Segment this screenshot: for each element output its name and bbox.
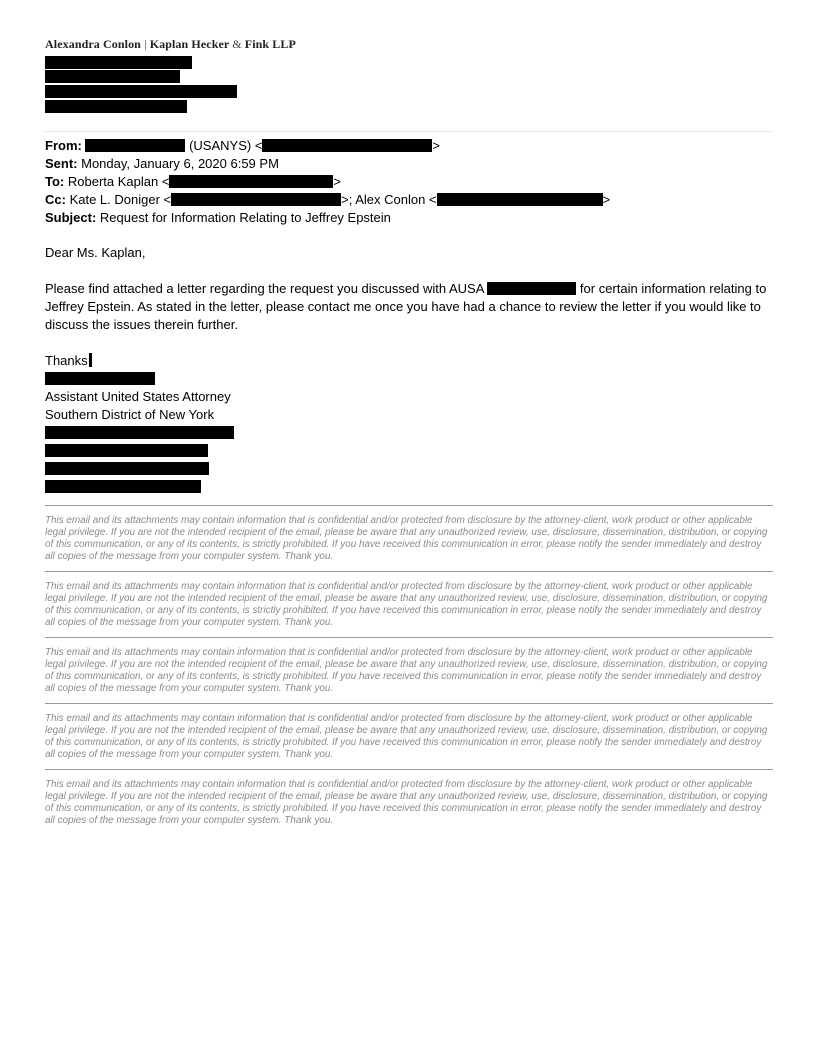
disclaimer-text: This email and its attachments may contain information that is confidential and/or protected from disclosure by the attorney-client, work product or other applicable legal privilege. If you are not the intended recipient of the email, please be aware that any unauthorized review, use, disclosure, dissemination, distribution, or copying of this communication, or any of its contents, is strictly prohibited. If you have received this communication in error, please notify the sender immediately and destroy all copies of the message from your computer system. Thank you. xyxy=(45,647,768,694)
disclaimer-divider xyxy=(45,769,773,770)
redaction-bar xyxy=(45,480,201,493)
redaction-bar xyxy=(45,444,208,457)
redaction-bar xyxy=(45,100,187,113)
to-line xyxy=(45,173,610,191)
disclaimer-divider xyxy=(45,703,773,704)
sent-value: Monday, January 6, 2020 6:59 PM xyxy=(81,156,279,171)
firm-name: Kaplan Hecker xyxy=(149,37,230,51)
sender-name: Alexandra Conlon xyxy=(45,37,141,51)
signature-district: Southern District of New York xyxy=(45,407,215,422)
sent-label: Sent: xyxy=(45,156,78,171)
firm-ampersand: & xyxy=(232,37,242,51)
redaction-bar xyxy=(45,462,209,475)
from-label: From: xyxy=(45,138,82,153)
disclaimer-text: This email and its attachments may contain information that is confidential and/or protected from disclosure by the attorney-client, work product or other applicable legal privilege. If you are not the intended recipient of the email, please be aware that any unauthorized review, use, disclosure, dissemination, distribution, or copying of this communication, or any of its contents, is strictly prohibited. If you have received this communication in error, please notify the sender immediately and destroy all copies of the message from your computer system. Thank you. xyxy=(45,713,768,760)
redaction-bar xyxy=(487,282,576,295)
redaction-bar xyxy=(171,193,341,206)
signature-title: Assistant United States Attorney xyxy=(45,389,231,404)
header-divider xyxy=(45,131,771,132)
disclaimer-divider xyxy=(45,505,773,506)
header-separator: | xyxy=(144,37,147,51)
redaction-bar xyxy=(169,175,333,188)
redaction-bar xyxy=(45,85,237,98)
greeting: Dear Ms. Kaplan, xyxy=(45,245,146,260)
disclaimer-divider xyxy=(45,637,773,638)
disclaimer-divider xyxy=(45,571,773,572)
to-close: > xyxy=(333,174,342,189)
subject-label: Subject: xyxy=(45,210,97,225)
redaction-bar xyxy=(437,193,603,206)
cc-line xyxy=(45,191,610,209)
redaction-bar xyxy=(262,139,432,152)
signature-header xyxy=(45,37,296,52)
cc-value-2: >; Alex Conlon < xyxy=(341,192,437,207)
redaction-bar xyxy=(45,426,234,439)
cc-close: > xyxy=(602,192,611,207)
from-line xyxy=(45,137,610,155)
disclaimer-text: This email and its attachments may contain information that is confidential and/or protected from disclosure by the attorney-client, work product or other applicable legal privilege. If you are not the intended recipient of the email, please be aware that any unauthorized review, use, disclosure, dissemination, distribution, or copying of this communication, or any of its contents, is strictly prohibited. If you have received this communication in error, please notify the sender immediately and destroy all copies of the message from your computer system. Thank you. xyxy=(45,581,768,628)
email-headers xyxy=(45,137,610,227)
to-value: Roberta Kaplan < xyxy=(67,174,170,189)
from-close: > xyxy=(432,138,441,153)
from-value: (USANYS) < xyxy=(189,138,263,153)
closing: Thanks xyxy=(45,353,88,368)
redaction-bar xyxy=(45,70,180,83)
closing-line xyxy=(45,352,775,370)
body-paragraph xyxy=(45,280,775,334)
cc-value-1: Kate L. Doniger < xyxy=(69,192,172,207)
body-paragraph-part2: for certain information relating to Jeffrey Epstein. As stated in the letter, please contact me once you have had a chance to review the letter if you would like to discuss the issues therein further. xyxy=(45,281,767,332)
subject-line xyxy=(45,209,610,227)
text-cursor xyxy=(89,353,92,367)
firm-suffix: Fink LLP xyxy=(244,37,296,51)
redaction-bar xyxy=(45,56,192,69)
to-label: To: xyxy=(45,174,65,189)
body-paragraph-part1: Please find attached a letter regarding the request you discussed with AUSA xyxy=(45,281,484,296)
disclaimer-text: This email and its attachments may contain information that is confidential and/or protected from disclosure by the attorney-client, work product or other applicable legal privilege. If you are not the intended recipient of the email, please be aware that any unauthorized review, use, disclosure, dissemination, distribution, or copying of this communication, or any of its contents, is strictly prohibited. If you have received this communication in error, please notify the sender immediately and destroy all copies of the message from your computer system. Thank you. xyxy=(45,779,768,826)
sent-line xyxy=(45,155,610,173)
subject-value: Request for Information Relating to Jeffrey Epstein xyxy=(99,210,391,225)
redaction-bar xyxy=(45,372,155,385)
redaction-bar xyxy=(85,139,185,152)
disclaimer-text: This email and its attachments may contain information that is confidential and/or protected from disclosure by the attorney-client, work product or other applicable legal privilege. If you are not the intended recipient of the email, please be aware that any unauthorized review, use, disclosure, dissemination, distribution, or copying of this communication, or any of its contents, is strictly prohibited. If you have received this communication in error, please notify the sender immediately and destroy all copies of the message from your computer system. Thank you. xyxy=(45,515,768,562)
cc-label: Cc: xyxy=(45,192,66,207)
